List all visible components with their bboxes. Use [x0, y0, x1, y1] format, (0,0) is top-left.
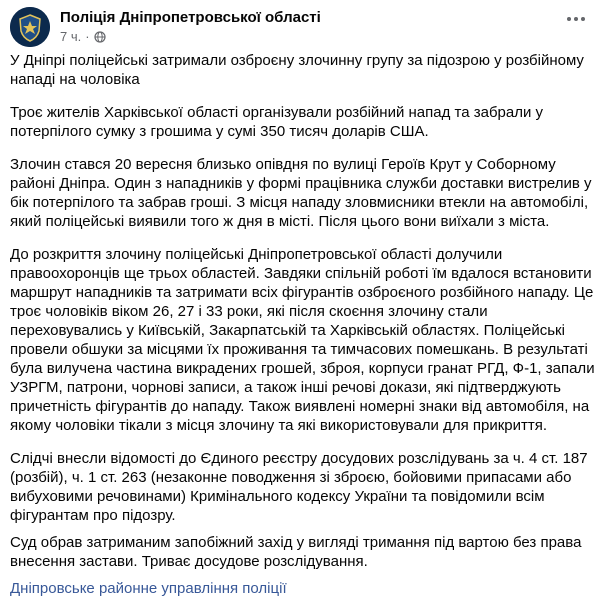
- post-paragraph: Троє жителів Харківської області організували розбійний напад та забрали у потерпілого сумку з грошима у сумі 350 тисяч доларів США.: [10, 104, 544, 140]
- post-paragraph: До розкриття злочину поліцейські Дніпропетровської області долучили правоохоронців ще трьох областей. Завдяки спільній роботі їм вдалося встановити маршрут нападників та затримати всіх фігурантів озброєного розбійного нападу. Це троє чоловіків віком 26, 27 і 33 роки, які після скоєння злочину стали переховувались у Київській, Закарпатській та Харківській областях. Поліцейські провели обшуки за місцями їх проживання та тимчасових помешкань. В результаті була вилучена частина викрадених грошей, зброя, корпуси гранат РГД, Ф-1, запали УЗРГМ, патрони, чорнові записи, а також інші речові докази, які підтверджують причетність фігурантів до нападу. Також виявлені номерні знаки від автомобіля, на якому чоловіки тікали з місця злочину та які використовували для прикриття.: [10, 246, 595, 434]
- more-options-icon[interactable]: [563, 9, 589, 29]
- author-name[interactable]: Поліція Дніпропетровської області: [60, 9, 321, 26]
- post-paragraph: Слідчі внесли відомості до Єдиного реєстру досудових розслідувань за ч. 4 ст. 187 (розбій), ч. 1 ст. 263 (незаконне поводження зі зброєю, бойовими припасами або вибуховими речовинами) Кримінального кодексу України та повідомили всім фігурантам про підозру.: [10, 450, 588, 524]
- post-meta: 7 ч. ·: [60, 29, 106, 44]
- post-body: [10, 51, 595, 598]
- source-link[interactable]: Дніпровське районне управління поліції: [10, 580, 287, 597]
- post-paragraph: Суд обрав затриманим запобіжний захід у вигляді тримання під вартою без права внесення застави. Триває досудове розслідування.: [10, 534, 582, 570]
- post-time[interactable]: 7 ч.: [60, 29, 82, 44]
- avatar[interactable]: [10, 7, 50, 47]
- globe-icon: [94, 31, 106, 43]
- police-badge-icon: [10, 7, 50, 47]
- post-headline: У Дніпрі поліцейські затримали озброєну злочинну групу за підозрою у розбійному нападі на чоловіка: [10, 52, 584, 88]
- post-paragraph: Злочин стався 20 вересня близько опівдня по вулиці Героїв Крут у Соборному районі Дніпра. Один з нападників у формі працівника служби доставки вистрелив у бік потерпілого та забрав гроші. З місця нападу зловмисники втекли на автомобілі, який поліцейські виявили того ж дня в місті. Після цього вони виїхали з міста.: [10, 156, 592, 230]
- post-header: [10, 7, 595, 47]
